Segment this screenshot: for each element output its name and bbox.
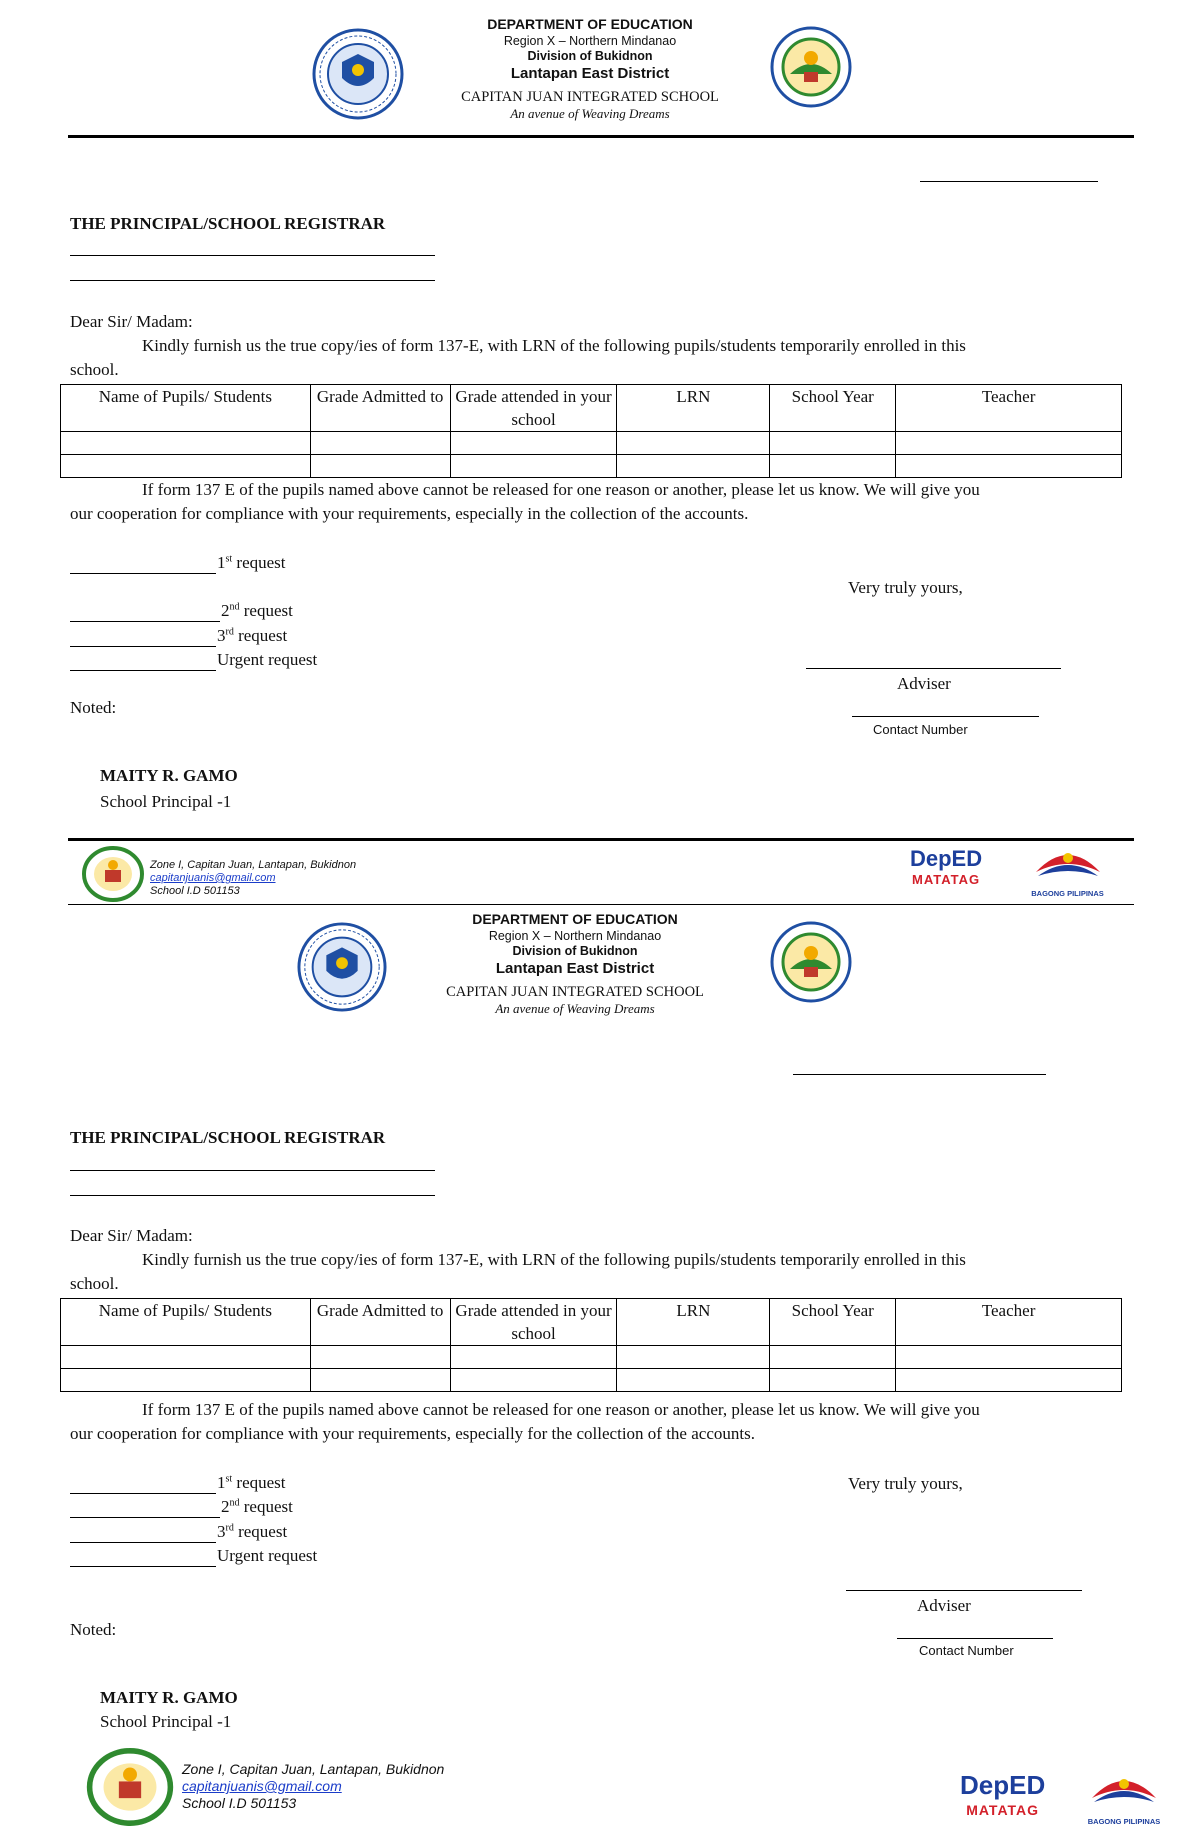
footer-email[interactable]: capitanjuanis@gmail.com xyxy=(182,1778,342,1794)
request-2-label: 2nd request xyxy=(221,1497,293,1516)
col-header-grade-attended: Grade attended in your school xyxy=(450,385,617,432)
request-1-label: 1st request xyxy=(217,553,286,572)
col-header-teacher: Teacher xyxy=(896,1299,1122,1346)
bagong-pilipinas-text: BAGONG PILIPINAS xyxy=(1031,889,1104,898)
bagong-pilipinas-logo xyxy=(1020,842,1115,898)
deped-wordmark: DepED xyxy=(960,1770,1046,1800)
table-row xyxy=(61,1369,1122,1392)
footer-address: Zone I, Capitan Juan, Lantapan, Bukidnon xyxy=(150,859,357,871)
pupil-table xyxy=(60,384,1122,478)
deped-wordmark: DepED xyxy=(910,846,983,871)
request-3-label: 3rd request xyxy=(217,1522,288,1541)
request-line-urgent[interactable] xyxy=(70,670,216,671)
footer-address: Zone I, Capitan Juan, Lantapan, Bukidnon xyxy=(182,1761,445,1777)
col-header-school-year: School Year xyxy=(770,385,896,432)
request-line-urgent[interactable] xyxy=(70,1566,216,1567)
recipient-line-2[interactable] xyxy=(70,280,435,281)
recipient-title: THE PRINCIPAL/SCHOOL REGISTRAR xyxy=(70,1128,386,1147)
request-urgent-label: Urgent request xyxy=(217,1546,318,1565)
col-header-name: Name of Pupils/ Students xyxy=(61,385,311,432)
school-header xyxy=(365,911,785,1017)
request-line-2[interactable] xyxy=(70,1517,220,1518)
school-motto: An avenue of Weaving Dreams xyxy=(495,1000,655,1016)
request-1-label: 1st request xyxy=(217,1473,286,1492)
pupil-table xyxy=(60,1298,1122,1392)
footer-bottom-rule xyxy=(68,904,1134,905)
footer-school-id: School I.D 501153 xyxy=(150,885,240,897)
district-name: Lantapan East District xyxy=(495,959,655,977)
school-logo-icon xyxy=(82,846,144,902)
table-row xyxy=(61,455,1122,478)
closing-line-2: our cooperation for compliance with your requirements, especially for the collection of the accounts. xyxy=(70,1424,755,1443)
col-header-grade-admitted: Grade Admitted to xyxy=(310,1299,450,1346)
school-logo-icon xyxy=(86,1748,174,1826)
deped-matatag-logo xyxy=(960,1772,1045,1817)
district-name: Lantapan East District xyxy=(510,64,670,82)
valediction: Very truly yours, xyxy=(848,578,963,597)
noted-label: Noted: xyxy=(70,698,117,717)
footer-email[interactable]: capitanjuanis@gmail.com xyxy=(150,872,276,884)
date-line[interactable] xyxy=(793,1074,1046,1075)
footer-divider xyxy=(68,838,1134,841)
school-header xyxy=(380,16,800,122)
recipient-line-2[interactable] xyxy=(70,1195,435,1196)
bagong-pilipinas-icon xyxy=(1084,1766,1164,1816)
contact-number-label: Contact Number xyxy=(919,1643,1014,1658)
footer-contact xyxy=(182,1761,444,1812)
bagong-pilipinas-text: BAGONG PILIPINAS xyxy=(1087,1817,1161,1826)
col-header-lrn: LRN xyxy=(617,1299,770,1346)
table-row xyxy=(61,432,1122,455)
footer-school-id: School I.D 501153 xyxy=(182,1795,297,1811)
deped-matatag-logo xyxy=(910,848,982,886)
closing-line-1: If form 137 E of the pupils named above cannot be released for one reason or another, please let us know. We will give you xyxy=(142,1400,980,1419)
principal-name: MAITY R. GAMO xyxy=(100,1688,238,1707)
school-name: CAPITAN JUAN INTEGRATED SCHOOL xyxy=(446,983,704,1000)
recipient-title: THE PRINCIPAL/SCHOOL REGISTRAR xyxy=(70,214,386,233)
date-line[interactable] xyxy=(920,181,1098,182)
request-line-3[interactable] xyxy=(70,1542,216,1543)
closing-line-1: If form 137 E of the pupils named above cannot be released for one reason or another, please let us know. We will give you xyxy=(142,480,980,499)
request-2-label: 2nd request xyxy=(221,601,293,620)
body-line-1: Kindly furnish us the true copy/ies of form 137-E, with LRN of the following pupils/students temporarily enrolled in this xyxy=(142,1250,966,1269)
division-name: Division of Bukidnon xyxy=(527,49,653,64)
contact-number-line[interactable] xyxy=(852,716,1039,717)
noted-label: Noted: xyxy=(70,1620,117,1639)
salutation: Dear Sir/ Madam: xyxy=(70,1226,193,1245)
col-header-teacher: Teacher xyxy=(896,385,1122,432)
region-name: Region X – Northern Mindanao xyxy=(488,928,662,943)
request-urgent-label: Urgent request xyxy=(217,650,318,669)
salutation: Dear Sir/ Madam: xyxy=(70,312,193,331)
matatag-wordmark: MATATAG xyxy=(911,872,981,887)
school-name: CAPITAN JUAN INTEGRATED SCHOOL xyxy=(461,88,719,105)
recipient-line-1[interactable] xyxy=(70,1170,435,1171)
matatag-wordmark: MATATAG xyxy=(966,1802,1040,1818)
col-header-grade-admitted: Grade Admitted to xyxy=(310,385,450,432)
col-header-name: Name of Pupils/ Students xyxy=(61,1299,311,1346)
department-name: DEPARTMENT OF EDUCATION xyxy=(472,911,678,927)
col-header-grade-attended: Grade attended in your school xyxy=(450,1299,617,1346)
principal-title: School Principal -1 xyxy=(100,1712,232,1731)
department-name: DEPARTMENT OF EDUCATION xyxy=(487,16,693,32)
valediction: Very truly yours, xyxy=(848,1474,963,1493)
body-line-2: school. xyxy=(70,360,119,379)
adviser-signature-line[interactable] xyxy=(806,668,1061,669)
recipient-line-1[interactable] xyxy=(70,255,435,256)
school-motto: An avenue of Weaving Dreams xyxy=(510,105,670,121)
body-line-2: school. xyxy=(70,1274,119,1293)
request-line-3[interactable] xyxy=(70,646,216,647)
contact-number-label: Contact Number xyxy=(873,722,968,737)
bagong-pilipinas-icon xyxy=(1028,842,1108,888)
header-divider xyxy=(68,135,1134,138)
adviser-label: Adviser xyxy=(917,1596,971,1615)
col-header-lrn: LRN xyxy=(617,385,770,432)
region-name: Region X – Northern Mindanao xyxy=(503,33,677,48)
request-3-label: 3rd request xyxy=(217,626,288,645)
principal-title: School Principal -1 xyxy=(100,792,232,811)
bagong-pilipinas-logo xyxy=(1078,1766,1170,1826)
division-name: Division of Bukidnon xyxy=(512,944,638,959)
principal-name: MAITY R. GAMO xyxy=(100,766,238,785)
table-row xyxy=(61,1346,1122,1369)
contact-number-line[interactable] xyxy=(897,1638,1053,1639)
request-line-2[interactable] xyxy=(70,621,220,622)
closing-line-2: our cooperation for compliance with your requirements, especially in the collection of the accounts. xyxy=(70,504,749,523)
request-line-1[interactable] xyxy=(70,1493,216,1494)
footer-contact xyxy=(150,859,356,898)
adviser-label: Adviser xyxy=(897,674,951,693)
request-line-1[interactable] xyxy=(70,573,216,574)
col-header-school-year: School Year xyxy=(770,1299,896,1346)
body-line-1: Kindly furnish us the true copy/ies of form 137-E, with LRN of the following pupils/students temporarily enrolled in this xyxy=(142,336,966,355)
adviser-signature-line[interactable] xyxy=(846,1590,1082,1591)
